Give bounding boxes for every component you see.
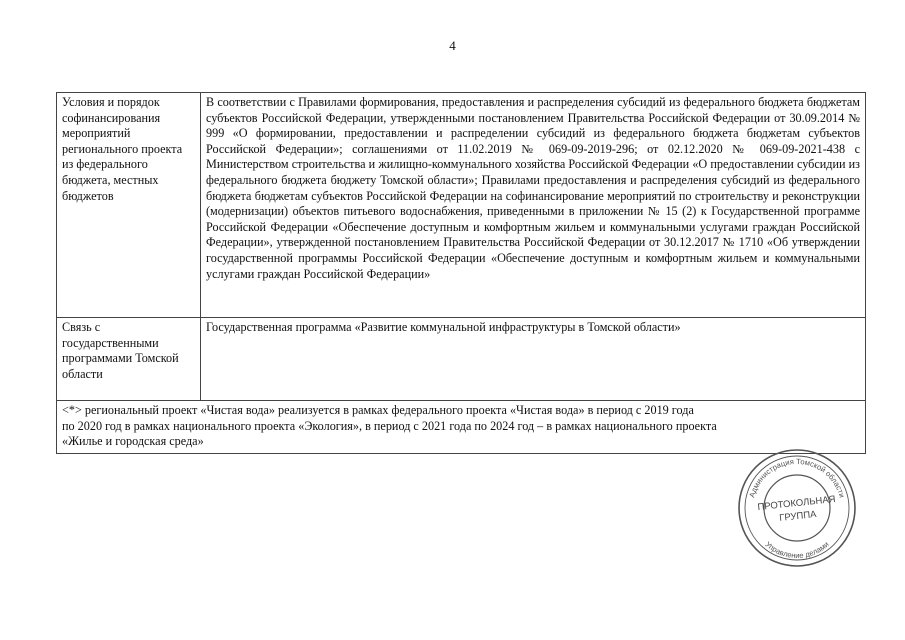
row-label-state-programs: Связь с государственными программами Томской области (57, 318, 201, 401)
page-number: 4 (449, 38, 456, 53)
row-content-state-programs: Государственная программа «Развитие коммунальной инфраструктуры в Томской области» (201, 318, 866, 401)
row-label-cofinancing: Условия и порядок софинансирования мероприятий регионального проекта из федерального бюджета, местных бюджетов (57, 93, 201, 318)
stamp-center-line-1: ПРОТОКОЛЬНАЯ (756, 493, 837, 514)
footnote-line-2: по 2020 год в рамках национального проекта «Экология», в период с 2021 года по 2024 год – в рамках национального проекта (62, 418, 717, 433)
footnote-line-3: «Жилье и городская среда» (62, 434, 204, 449)
stamp-ring-bottom-text: Управление делами (763, 539, 831, 561)
table-row (57, 93, 866, 318)
protocol-group-stamp (735, 446, 859, 570)
table-row (57, 318, 866, 401)
stamp-center-line-2: ГРУППА (778, 509, 818, 524)
project-info-table (56, 92, 866, 454)
stamp-ring-top-text: Администрация Томской области (747, 456, 847, 499)
row-content-cofinancing: В соответствии с Правилами формирования, предоставления и распределения субсидий из федерального бюджета бюджетам субъектов Российской Федерации, утвержденными постановлением Правительства Российской Федерации от 30.09.2014 № 999 «О формировании, предоставлении и распределении субсидий из федерального бюджета бюджетам субъектов Российской Федерации»; соглашениями от 11.02.2019 № 069-09-2019-296; от 02.12.2020 № 069-09-2021-438 с Министерством строительства и жилищно-коммунального хозяйства Российской Федерации «О предоставлении субсидии из федерального бюджета бюджету Томской области»; Правилами предоставления и распределения субсидий из федерального бюджета бюджетам субъектов Российской Федерации на софинансирование мероприятий по строительству и реконструкции (модернизации) объектов питьевого водоснабжения, приведенными в приложении № 15 (2) к Государственной программе Российской Федерации «Обеспечение доступным и комфортным жильем и коммунальными услугами граждан Российской Федерации», утвержденной постановлением Правительства Российской Федерации от 30.12.2017 № 1710 «Об утверждении государственной программы Российской Федерации «Обеспечение доступным и комфортным жильем и коммунальными услугами граждан Российской Федерации» (201, 93, 866, 318)
footnote-line-1: <*> региональный проект «Чистая вода» реализуется в рамках федерального проекта «Чистая вода» в период с 2019 года (62, 403, 694, 417)
